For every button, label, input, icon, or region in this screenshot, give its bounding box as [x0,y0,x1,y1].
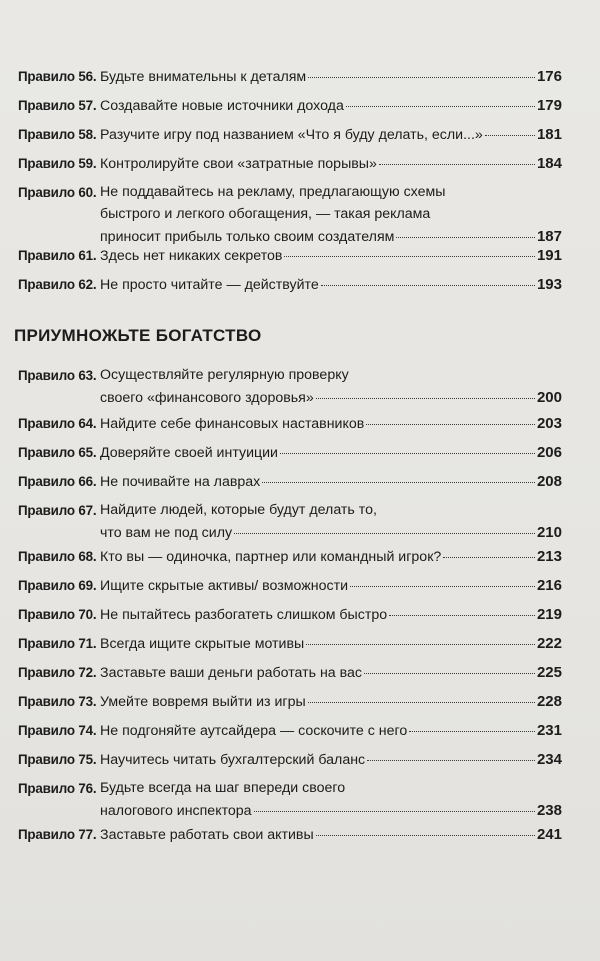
rule-number: Правило 68. [18,549,97,564]
rule-title [100,634,562,656]
rule-title [100,96,562,118]
rule-title-text: что вам не под силу [100,525,233,541]
dot-leader [443,557,535,558]
dot-leader [346,106,535,107]
page-number: 234 [536,751,562,768]
dot-leader [308,702,535,703]
rule-title-text: Умейте вовремя выйти из игры [100,694,306,710]
rule-title-line [100,388,562,410]
rule-title [100,779,562,823]
dot-leader [316,398,535,399]
rule-title-text: Не подгоняйте аутсайдера — соскочите с него [100,723,408,739]
dot-leader [409,731,535,732]
rule-title-text: Не пытайтесь разбогатеть слишком быстро [100,607,388,623]
rule-title-text: Контролируйте свои «затратные порывы» [100,156,377,172]
dot-leader [379,164,535,165]
dot-leader [350,586,535,587]
toc-entry [18,750,562,772]
toc-entry [18,246,562,268]
rule-number: Правило 57. [18,98,97,113]
toc-entry [18,67,562,89]
rule-title-line [100,547,562,569]
page-number: 216 [536,577,562,594]
rule-number: Правило 63. [18,368,97,383]
rule-title [100,275,562,297]
rule-number: Правило 59. [18,156,97,171]
rule-title-text: быстрого и легкого обогащения, — такая реклама [100,206,431,222]
page-number: 231 [536,722,562,739]
toc-entry [18,663,562,685]
page-number: 187 [536,228,562,245]
rule-number: Правило 56. [18,69,97,84]
page-number: 222 [536,635,562,652]
page-number: 219 [536,606,562,623]
rule-title [100,692,562,714]
rule-number: Правило 67. [18,503,97,518]
page-number: 225 [536,664,562,681]
rule-number: Правило 73. [18,694,97,709]
rule-number: Правило 60. [18,185,97,200]
rule-title-text: Ищите скрытые активы/ возможности [100,578,349,594]
rule-title [100,750,562,772]
rule-title [100,605,562,627]
rule-title-text: Научитесь читать бухгалтерский баланс [100,752,366,768]
rule-title-text: своего «финансового здоровья» [100,390,314,406]
rule-title [100,501,562,545]
toc-entry [18,366,562,410]
rule-title-line [100,275,562,297]
page-number: 208 [536,473,562,490]
toc-entry [18,472,562,494]
rule-number: Правило 74. [18,723,97,738]
page-number: 206 [536,444,562,461]
rule-title [100,443,562,465]
rule-title-line [100,750,562,772]
rule-title-text: Найдите людей, которые будут делать то, [100,502,377,518]
dot-leader [306,644,535,645]
rule-title [100,547,562,569]
page-number: 238 [536,802,562,819]
toc-entry [18,825,562,847]
page-number: 200 [536,389,562,406]
rule-number: Правило 58. [18,127,97,142]
rule-number: Правило 62. [18,277,97,292]
rule-title-text: Не почивайте на лаврах [100,474,261,490]
rule-title-line [100,443,562,465]
rule-title-text: Создавайте новые источники дохода [100,98,344,114]
rule-title [100,366,562,410]
rule-title [100,67,562,89]
page-number: 228 [536,693,562,710]
rule-title-line [100,472,562,494]
toc-entry [18,779,562,823]
rule-title-text: Не просто читайте — действуйте [100,277,319,293]
rule-title-text: Осуществляйте регулярную проверку [100,367,349,383]
rule-title [100,576,562,598]
rule-title-text: Всегда ищите скрытые мотивы [100,636,305,652]
section-heading: ПРИУМНОЖЬТЕ БОГАТСТВО [14,326,262,345]
rule-title-line [100,154,562,176]
dot-leader [389,615,535,616]
rule-title-text: Найдите себе финансовых наставников [100,416,365,432]
rule-number: Правило 72. [18,665,97,680]
page-number: 181 [536,126,562,143]
rule-title-text: Здесь нет никаких секретов [100,248,283,264]
dot-leader [284,256,535,257]
rule-title [100,183,562,249]
page-number: 193 [536,276,562,293]
rule-title-line [100,721,562,743]
rule-title-text: приносит прибыль только своим создателям [100,229,395,245]
rule-title [100,825,562,847]
rule-title-line [100,246,562,268]
toc-entry [18,443,562,465]
toc-entry [18,154,562,176]
dot-leader [262,482,535,483]
rule-title-text: Доверяйте своей интуиции [100,445,278,461]
rule-title [100,472,562,494]
toc-entry [18,547,562,569]
rule-title-text: Будьте всегда на шаг впереди своего [100,780,346,796]
dot-leader [367,760,535,761]
dot-leader [308,77,535,78]
rule-title [100,663,562,685]
rule-number: Правило 71. [18,636,97,651]
rule-title-line [100,125,562,147]
rule-title-line [100,96,562,118]
rule-title-text: Заставьте работать свои активы [100,827,314,843]
rule-title-text: Разучите игру под названием «Что я буду делать, если...» [100,127,483,143]
rule-title-text: Будьте внимательны к деталям [100,69,307,85]
rule-title-line [100,779,562,801]
toc-entry [18,501,562,545]
rule-title-line [100,801,562,823]
rule-title [100,721,562,743]
rule-title-line [100,414,562,436]
rule-title-line [100,634,562,656]
rule-number: Правило 70. [18,607,97,622]
rule-number: Правило 64. [18,416,97,431]
toc-entry [18,634,562,656]
toc-entry [18,275,562,297]
toc-entry [18,183,562,249]
dot-leader [254,811,535,812]
dot-leader [316,835,535,836]
page-number: 176 [536,68,562,85]
rule-title [100,414,562,436]
rule-title-text: налогового инспектора [100,803,252,819]
rule-number: Правило 76. [18,781,97,796]
rule-number: Правило 65. [18,445,97,460]
toc-entry [18,576,562,598]
dot-leader [234,533,535,534]
rule-number: Правило 77. [18,827,97,842]
rule-title [100,246,562,268]
rule-title-line [100,605,562,627]
toc-entry [18,721,562,743]
page-number: 179 [536,97,562,114]
rule-number: Правило 61. [18,248,97,263]
toc-entry [18,125,562,147]
rule-title-line [100,501,562,523]
rule-title-line [100,67,562,89]
rule-title [100,125,562,147]
dot-leader [366,424,535,425]
page-number: 213 [536,548,562,565]
toc-entry [18,605,562,627]
page-number: 203 [536,415,562,432]
dot-leader [485,135,535,136]
rule-number: Правило 69. [18,578,97,593]
dot-leader [396,237,535,238]
rule-title-text: Кто вы — одиночка, партнер или командный игрок? [100,549,442,565]
page-number: 241 [536,826,562,843]
page-number: 184 [536,155,562,172]
dot-leader [280,453,535,454]
dot-leader [321,285,535,286]
dot-leader [364,673,535,674]
rule-title-line [100,692,562,714]
rule-title-line [100,576,562,598]
rule-title-line [100,663,562,685]
toc-entry [18,692,562,714]
rule-number: Правило 75. [18,752,97,767]
rule-title-line [100,366,562,388]
rule-title-text: Заставьте ваши деньги работать на вас [100,665,362,681]
rule-title-line [100,183,562,205]
page-number: 210 [536,524,562,541]
rule-title-line [100,205,562,227]
rule-title-line [100,825,562,847]
rule-title-text: Не поддавайтесь на рекламу, предлагающую схемы [100,184,446,200]
toc-entry [18,96,562,118]
rule-title [100,154,562,176]
toc-entry [18,414,562,436]
rule-title-line [100,523,562,545]
rule-number: Правило 66. [18,474,97,489]
page-number: 191 [536,247,562,264]
